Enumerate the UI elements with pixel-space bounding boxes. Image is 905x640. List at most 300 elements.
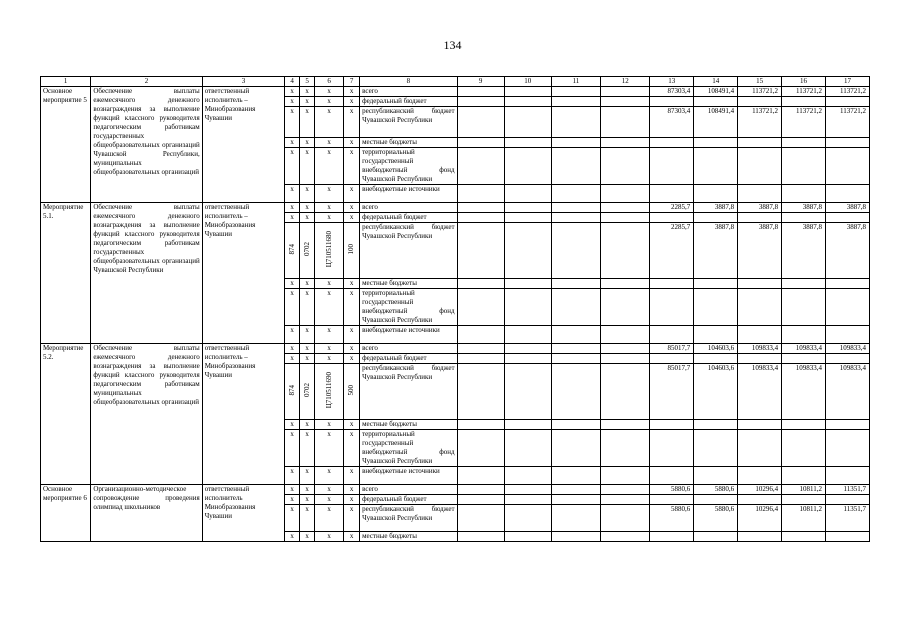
empty-year-cell <box>457 505 504 532</box>
empty-year-cell <box>551 138 600 148</box>
empty-year-cell <box>601 364 650 420</box>
amount-cell <box>738 138 782 148</box>
amount-cell <box>738 430 782 467</box>
amount-cell <box>825 185 869 203</box>
amount-cell <box>825 148 869 185</box>
amount-cell <box>825 354 869 364</box>
amount-cell: 85017,7 <box>650 344 694 354</box>
empty-year-cell <box>457 467 504 485</box>
amount-cell: 3887,8 <box>782 203 826 213</box>
funding-source: республиканский бюджет Чувашской Республики <box>360 107 457 138</box>
empty-year-cell <box>551 354 600 364</box>
code-x-cell: x <box>300 148 315 185</box>
empty-year-cell <box>601 279 650 289</box>
empty-year-cell <box>551 364 600 420</box>
amount-cell <box>694 354 738 364</box>
code-x-cell: x <box>300 467 315 485</box>
amount-cell <box>650 495 694 505</box>
table-row <box>41 344 870 354</box>
table-row <box>41 485 870 495</box>
amount-cell <box>650 138 694 148</box>
amount-cell <box>738 279 782 289</box>
code-x-cell: x <box>285 213 300 223</box>
empty-year-cell <box>457 364 504 420</box>
amount-cell <box>694 185 738 203</box>
budget-code-cell <box>285 223 300 279</box>
header-cell: 2 <box>91 77 202 87</box>
code-x-cell: x <box>285 430 300 467</box>
header-cell: 1 <box>41 77 91 87</box>
code-x-cell: x <box>300 326 315 344</box>
amount-cell <box>694 326 738 344</box>
code-x-cell: x <box>300 289 315 326</box>
header-cell: 6 <box>315 77 344 87</box>
amount-cell: 109833,4 <box>825 344 869 354</box>
code-x-cell: x <box>285 203 300 213</box>
funding-source: внебюджетные источники <box>360 467 457 485</box>
code-x-cell: x <box>315 326 344 344</box>
amount-cell <box>782 326 826 344</box>
budget-code-cell <box>300 223 315 279</box>
empty-year-cell <box>457 87 504 97</box>
code-x-cell: x <box>315 420 344 430</box>
amount-cell: 113721,2 <box>782 107 826 138</box>
amount-cell <box>738 148 782 185</box>
amount-cell <box>694 279 738 289</box>
empty-year-cell <box>601 223 650 279</box>
amount-cell <box>738 420 782 430</box>
code-x-cell: x <box>315 213 344 223</box>
code-x-cell: x <box>344 485 360 495</box>
header-cell: 12 <box>601 77 650 87</box>
funding-source: федеральный бюджет <box>360 354 457 364</box>
amount-cell <box>825 213 869 223</box>
amount-cell: 3887,8 <box>694 203 738 213</box>
empty-year-cell <box>601 532 650 542</box>
amount-cell <box>650 354 694 364</box>
empty-year-cell <box>551 289 600 326</box>
code-x-cell: x <box>315 467 344 485</box>
budget-code: 100 <box>347 243 356 255</box>
funding-source: внебюджетные источники <box>360 326 457 344</box>
activity-name: Обеспечение выплаты ежемесячного денежного вознаграждения за выполнение функций классного руководителя педагогическим работникам муниципальных общеобразовательных организаций <box>91 344 202 485</box>
amount-cell: 113721,2 <box>825 107 869 138</box>
funding-source: республиканский бюджет Чувашской Республики <box>360 364 457 420</box>
code-x-cell: x <box>315 505 344 532</box>
code-x-cell: x <box>285 148 300 185</box>
empty-year-cell <box>601 485 650 495</box>
empty-year-cell <box>457 344 504 354</box>
amount-cell: 108491,4 <box>694 87 738 97</box>
code-x-cell: x <box>300 495 315 505</box>
amount-cell: 104603,6 <box>694 364 738 420</box>
code-x-cell: x <box>300 203 315 213</box>
funding-source: всего <box>360 203 457 213</box>
code-x-cell: x <box>344 326 360 344</box>
header-cell: 10 <box>504 77 551 87</box>
amount-cell: 3887,8 <box>825 223 869 279</box>
amount-cell <box>694 430 738 467</box>
code-x-cell: x <box>300 420 315 430</box>
budget-code-cell <box>344 364 360 420</box>
amount-cell <box>782 138 826 148</box>
funding-source: внебюджетные источники <box>360 185 457 203</box>
header-cell: 4 <box>285 77 300 87</box>
activity-number: Основное мероприятие 6 <box>41 485 91 542</box>
empty-year-cell <box>601 203 650 213</box>
empty-year-cell <box>551 420 600 430</box>
code-x-cell: x <box>344 97 360 107</box>
code-x-cell: x <box>300 505 315 532</box>
amount-cell <box>650 279 694 289</box>
empty-year-cell <box>551 485 600 495</box>
amount-cell <box>825 279 869 289</box>
amount-cell: 113721,2 <box>825 87 869 97</box>
code-x-cell: x <box>315 430 344 467</box>
empty-year-cell <box>504 532 551 542</box>
amount-cell <box>738 495 782 505</box>
code-x-cell: x <box>344 185 360 203</box>
code-x-cell: x <box>315 279 344 289</box>
empty-year-cell <box>504 495 551 505</box>
code-x-cell: x <box>300 138 315 148</box>
empty-year-cell <box>551 148 600 185</box>
code-x-cell: x <box>315 289 344 326</box>
header-cell: 15 <box>738 77 782 87</box>
amount-cell <box>825 289 869 326</box>
header-cell: 3 <box>202 77 284 87</box>
code-x-cell: x <box>285 279 300 289</box>
code-x-cell: x <box>344 420 360 430</box>
activity-number: Мероприятие 5.1. <box>41 203 91 344</box>
empty-year-cell <box>504 430 551 467</box>
empty-year-cell <box>551 203 600 213</box>
code-x-cell: x <box>344 495 360 505</box>
amount-cell: 104603,6 <box>694 344 738 354</box>
code-x-cell: x <box>344 430 360 467</box>
amount-cell <box>650 148 694 185</box>
funding-source: республиканский бюджет Чувашской Республики <box>360 223 457 279</box>
code-x-cell: x <box>285 87 300 97</box>
code-x-cell: x <box>315 148 344 185</box>
amount-cell: 109833,4 <box>825 364 869 420</box>
funding-source: местные бюджеты <box>360 420 457 430</box>
empty-year-cell <box>504 354 551 364</box>
empty-year-cell <box>551 223 600 279</box>
funding-source: федеральный бюджет <box>360 495 457 505</box>
empty-year-cell <box>457 185 504 203</box>
empty-year-cell <box>457 203 504 213</box>
amount-cell: 109833,4 <box>738 344 782 354</box>
amount-cell <box>825 495 869 505</box>
amount-cell: 87303,4 <box>650 107 694 138</box>
amount-cell <box>694 495 738 505</box>
funding-source: федеральный бюджет <box>360 213 457 223</box>
code-x-cell: x <box>285 344 300 354</box>
amount-cell: 5880,6 <box>650 485 694 495</box>
code-x-cell: x <box>344 532 360 542</box>
empty-year-cell <box>504 344 551 354</box>
amount-cell: 109833,4 <box>782 344 826 354</box>
amount-cell <box>782 289 826 326</box>
amount-cell <box>825 532 869 542</box>
code-x-cell: x <box>315 185 344 203</box>
funding-source: местные бюджеты <box>360 138 457 148</box>
amount-cell: 3887,8 <box>694 223 738 279</box>
amount-cell <box>782 532 826 542</box>
empty-year-cell <box>601 213 650 223</box>
empty-year-cell <box>551 495 600 505</box>
amount-cell <box>738 354 782 364</box>
funding-source: федеральный бюджет <box>360 97 457 107</box>
empty-year-cell <box>601 185 650 203</box>
header-cell: 11 <box>551 77 600 87</box>
code-x-cell: x <box>315 344 344 354</box>
empty-year-cell <box>457 97 504 107</box>
code-x-cell: x <box>285 420 300 430</box>
funding-source: республиканский бюджет Чувашской Республики <box>360 505 457 532</box>
code-x-cell: x <box>315 495 344 505</box>
empty-year-cell <box>457 289 504 326</box>
amount-cell: 113721,2 <box>738 107 782 138</box>
code-x-cell: x <box>344 107 360 138</box>
budget-code-cell <box>315 223 344 279</box>
code-x-cell: x <box>300 97 315 107</box>
code-x-cell: x <box>344 148 360 185</box>
table-row <box>41 87 870 97</box>
empty-year-cell <box>551 467 600 485</box>
amount-cell: 3887,8 <box>782 223 826 279</box>
amount-cell: 5880,6 <box>694 485 738 495</box>
funding-source: территориальный государственный внебюджетный фонд Чувашской Республики <box>360 430 457 467</box>
amount-cell: 11351,7 <box>825 505 869 532</box>
amount-cell <box>825 97 869 107</box>
code-x-cell: x <box>300 354 315 364</box>
amount-cell <box>782 213 826 223</box>
amount-cell: 5880,6 <box>694 505 738 532</box>
amount-cell <box>825 467 869 485</box>
empty-year-cell <box>457 326 504 344</box>
budget-code-cell <box>285 364 300 420</box>
code-x-cell: x <box>285 467 300 485</box>
empty-year-cell <box>457 279 504 289</box>
code-x-cell: x <box>344 289 360 326</box>
code-x-cell: x <box>285 354 300 364</box>
empty-year-cell <box>551 344 600 354</box>
responsible-executor: ответственный исполнитель – Минобразования Чувашии <box>202 344 284 485</box>
empty-year-cell <box>551 532 600 542</box>
empty-year-cell <box>601 87 650 97</box>
empty-year-cell <box>504 420 551 430</box>
amount-cell <box>782 148 826 185</box>
amount-cell <box>650 532 694 542</box>
amount-cell: 85017,7 <box>650 364 694 420</box>
code-x-cell: x <box>285 485 300 495</box>
budget-table <box>40 76 870 542</box>
empty-year-cell <box>504 107 551 138</box>
amount-cell: 11351,7 <box>825 485 869 495</box>
empty-year-cell <box>551 107 600 138</box>
empty-year-cell <box>457 213 504 223</box>
activity-name: Обеспечение выплаты ежемесячного денежного вознаграждения за выполнение функций классного руководителя педагогическим работникам государственных общеобразовательных организаций Чувашской Республики, муниципальных общеобразовательных организаций <box>91 87 202 203</box>
amount-cell: 10811,2 <box>782 505 826 532</box>
funding-source: всего <box>360 87 457 97</box>
amount-cell <box>650 97 694 107</box>
amount-cell <box>825 420 869 430</box>
activity-number: Мероприятие 5.2. <box>41 344 91 485</box>
empty-year-cell <box>601 148 650 185</box>
budget-code: 874 <box>287 384 296 396</box>
empty-year-cell <box>601 495 650 505</box>
empty-year-cell <box>457 148 504 185</box>
empty-year-cell <box>457 107 504 138</box>
header-cell: 16 <box>782 77 826 87</box>
funding-source: территориальный государственный внебюджетный фонд Чувашской Республики <box>360 148 457 185</box>
amount-cell: 3887,8 <box>738 223 782 279</box>
amount-cell <box>694 532 738 542</box>
empty-year-cell <box>601 430 650 467</box>
amount-cell <box>650 185 694 203</box>
amount-cell <box>694 213 738 223</box>
amount-cell <box>738 289 782 326</box>
empty-year-cell <box>504 289 551 326</box>
empty-year-cell <box>551 505 600 532</box>
amount-cell <box>825 326 869 344</box>
code-x-cell: x <box>300 107 315 138</box>
code-x-cell: x <box>315 485 344 495</box>
empty-year-cell <box>457 430 504 467</box>
code-x-cell: x <box>285 505 300 532</box>
amount-cell <box>650 289 694 326</box>
header-cell: 9 <box>457 77 504 87</box>
budget-code: 0702 <box>302 383 311 397</box>
empty-year-cell <box>457 495 504 505</box>
empty-year-cell <box>504 185 551 203</box>
amount-cell <box>825 138 869 148</box>
empty-year-cell <box>551 326 600 344</box>
header-cell: 5 <box>300 77 315 87</box>
code-x-cell: x <box>285 532 300 542</box>
budget-code: Ц710511680 <box>324 230 333 268</box>
empty-year-cell <box>457 532 504 542</box>
empty-year-cell <box>504 87 551 97</box>
budget-code-cell <box>315 364 344 420</box>
empty-year-cell <box>504 505 551 532</box>
funding-source: территориальный государственный внебюджетный фонд Чувашской Республики <box>360 289 457 326</box>
amount-cell <box>694 289 738 326</box>
empty-year-cell <box>551 185 600 203</box>
code-x-cell: x <box>285 326 300 344</box>
code-x-cell: x <box>344 344 360 354</box>
code-x-cell: x <box>315 354 344 364</box>
amount-cell: 109833,4 <box>782 364 826 420</box>
activity-name: Организационно-методическое сопровождение проведения олимпиад школьников <box>91 485 202 542</box>
empty-year-cell <box>504 97 551 107</box>
code-x-cell: x <box>285 185 300 203</box>
empty-year-cell <box>601 467 650 485</box>
empty-year-cell <box>601 505 650 532</box>
code-x-cell: x <box>285 107 300 138</box>
code-x-cell: x <box>315 138 344 148</box>
empty-year-cell <box>601 138 650 148</box>
code-x-cell: x <box>344 279 360 289</box>
amount-cell <box>738 97 782 107</box>
amount-cell <box>782 354 826 364</box>
empty-year-cell <box>551 213 600 223</box>
amount-cell <box>650 420 694 430</box>
amount-cell: 3887,8 <box>738 203 782 213</box>
empty-year-cell <box>504 203 551 213</box>
code-x-cell: x <box>315 532 344 542</box>
amount-cell <box>738 213 782 223</box>
empty-year-cell <box>601 420 650 430</box>
amount-cell <box>738 467 782 485</box>
code-x-cell: x <box>285 495 300 505</box>
amount-cell: 10296,4 <box>738 485 782 495</box>
header-cell: 7 <box>344 77 360 87</box>
code-x-cell: x <box>300 87 315 97</box>
amount-cell <box>694 97 738 107</box>
amount-cell: 2285,7 <box>650 223 694 279</box>
budget-code: 0702 <box>302 242 311 256</box>
amount-cell <box>782 185 826 203</box>
amount-cell <box>738 326 782 344</box>
code-x-cell: x <box>315 87 344 97</box>
amount-cell <box>694 467 738 485</box>
code-x-cell: x <box>285 138 300 148</box>
amount-cell <box>694 148 738 185</box>
code-x-cell: x <box>344 138 360 148</box>
amount-cell: 5880,6 <box>650 505 694 532</box>
code-x-cell: x <box>344 203 360 213</box>
amount-cell: 10296,4 <box>738 505 782 532</box>
budget-code: 874 <box>287 243 296 255</box>
amount-cell <box>825 430 869 467</box>
empty-year-cell <box>504 279 551 289</box>
code-x-cell: x <box>300 185 315 203</box>
code-x-cell: x <box>300 532 315 542</box>
empty-year-cell <box>504 364 551 420</box>
code-x-cell: x <box>344 213 360 223</box>
empty-year-cell <box>551 87 600 97</box>
empty-year-cell <box>457 223 504 279</box>
code-x-cell: x <box>285 97 300 107</box>
empty-year-cell <box>504 223 551 279</box>
header-row <box>41 77 870 87</box>
amount-cell <box>650 326 694 344</box>
code-x-cell: x <box>344 354 360 364</box>
code-x-cell: x <box>300 485 315 495</box>
amount-cell: 113721,2 <box>738 87 782 97</box>
empty-year-cell <box>601 344 650 354</box>
amount-cell <box>782 97 826 107</box>
empty-year-cell <box>601 289 650 326</box>
amount-cell: 109833,4 <box>738 364 782 420</box>
amount-cell <box>782 495 826 505</box>
funding-source: местные бюджеты <box>360 279 457 289</box>
code-x-cell: x <box>300 344 315 354</box>
code-x-cell: x <box>344 505 360 532</box>
empty-year-cell <box>457 420 504 430</box>
activity-number: Основное мероприятие 5 <box>41 87 91 203</box>
amount-cell <box>694 138 738 148</box>
amount-cell <box>650 213 694 223</box>
responsible-executor: ответственный исполнитель Минобразования Чувашии <box>202 485 284 542</box>
budget-code-cell <box>344 223 360 279</box>
code-x-cell: x <box>344 467 360 485</box>
amount-cell <box>782 279 826 289</box>
code-x-cell: x <box>300 279 315 289</box>
